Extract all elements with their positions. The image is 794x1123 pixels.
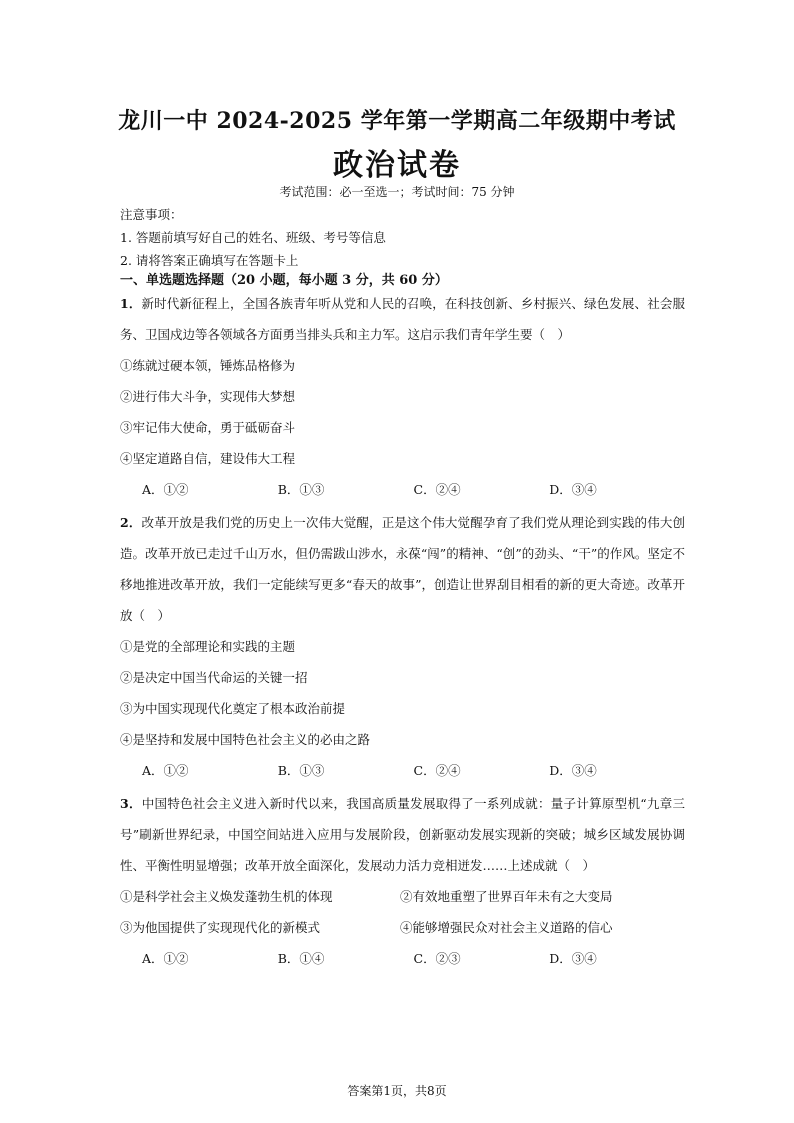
- statement-row: [120, 881, 685, 912]
- choice-d: D．③④: [549, 951, 597, 966]
- notes-item: 1. 答题前填写好自己的姓名、班级、考号等信息: [120, 230, 386, 245]
- question-1: [120, 288, 685, 506]
- choice-c: C．②③: [413, 951, 461, 966]
- statement-option: ②是决定中国当代命运的关键一招: [120, 670, 308, 685]
- statement-option: ③牢记伟大使命，勇于砥砺奋斗: [120, 420, 296, 435]
- answer-choices: [120, 943, 685, 975]
- choice-a: A．①②: [142, 482, 189, 497]
- question-stem: [120, 507, 685, 631]
- statement-option: ①是科学社会主义焕发蓬勃生机的体现: [120, 889, 333, 904]
- answer-choices: [120, 474, 685, 506]
- question-text: 新时代新征程上，全国各族青年听从党和人民的召唤，在科技创新、乡村振兴、绿色发展、社会服务、卫国戍边等各领域各方面勇当排头兵和主力军。这启示我们青年学生要（ ）: [120, 296, 685, 342]
- choice-c: C．②④: [413, 763, 461, 778]
- notes-item: 2. 请将答案正确填写在答题卡上: [120, 253, 299, 268]
- choice-b: B．①④: [277, 951, 325, 966]
- statement-option: ④是坚持和发展中国特色社会主义的必由之路: [120, 732, 371, 747]
- question-number: 1．: [120, 296, 142, 311]
- statement-option: ③为中国实现现代化奠定了根本政治前提: [120, 701, 346, 716]
- question-2: [120, 507, 685, 787]
- choice-d: D．③④: [549, 482, 597, 497]
- page-footer: 答案第1页，共8页: [347, 1084, 447, 1098]
- question-number: 3．: [120, 796, 142, 811]
- statement-option: ②进行伟大斗争，实现伟大梦想: [120, 389, 296, 404]
- statement-option: ③为他国提供了实现现代化的新模式: [120, 920, 321, 935]
- choice-d: D．③④: [549, 763, 597, 778]
- section-heading: 一、单选题选择题（20 小题，每小题 3 分，共 60 分）: [120, 273, 448, 288]
- statement-row: [120, 912, 685, 943]
- question-text: 改革开放是我们党的历史上一次伟大觉醒，正是这个伟大觉醒孕育了我们党从理论到实践的伟大创造。改革开放已走过千山万水，但仍需跋山涉水，永葆“闯”的精神、“创”的劲头、“干”的作风。坚定不移地推进改革开放，我们一定能续写更多“春天的故事”，创造让世界刮目相看的新的更大奇迹。改革开放（ ）: [120, 515, 685, 623]
- statement-option: ②有效地重塑了世界百年未有之大变局: [400, 889, 613, 904]
- choice-a: A．①②: [142, 763, 189, 778]
- statement-option: ①练就过硬本领，锤炼品格修为: [120, 358, 296, 373]
- choice-c: C．②④: [413, 482, 461, 497]
- choice-b: B．①③: [277, 763, 325, 778]
- statement-option: ①是党的全部理论和实践的主题: [120, 639, 296, 654]
- answer-choices: [120, 755, 685, 787]
- statement-option: ④能够增强民众对社会主义道路的信心: [400, 920, 613, 935]
- exam-subtitle: 政治试卷: [333, 148, 461, 183]
- question-stem: [120, 788, 685, 881]
- question-3: [120, 788, 685, 975]
- notes-block: [120, 203, 680, 272]
- notes-heading: 注意事项：: [120, 207, 183, 222]
- question-text: 中国特色社会主义进入新时代以来，我国高质量发展取得了一系列成就：量子计算原型机“九章三号”刷新世界纪录，中国空间站进入应用与发展阶段，创新驱动发展实现新的突破；城乡区域发展协调性、平衡性明显增强；改革开放全面深化，发展动力活力竞相迸发……上述成就（ ）: [120, 796, 685, 873]
- statement-option: ④坚定道路自信，建设伟大工程: [120, 451, 296, 466]
- choice-a: A．①②: [142, 951, 189, 966]
- question-number: 2．: [120, 515, 142, 530]
- choice-b: B．①③: [277, 482, 325, 497]
- exam-title: 龙川一中 2024-2025 学年第一学期高二年级期中考试: [118, 108, 676, 134]
- exam-meta: 考试范围：必一至选一；考试时间：75 分钟: [279, 185, 515, 199]
- question-stem: [120, 288, 685, 350]
